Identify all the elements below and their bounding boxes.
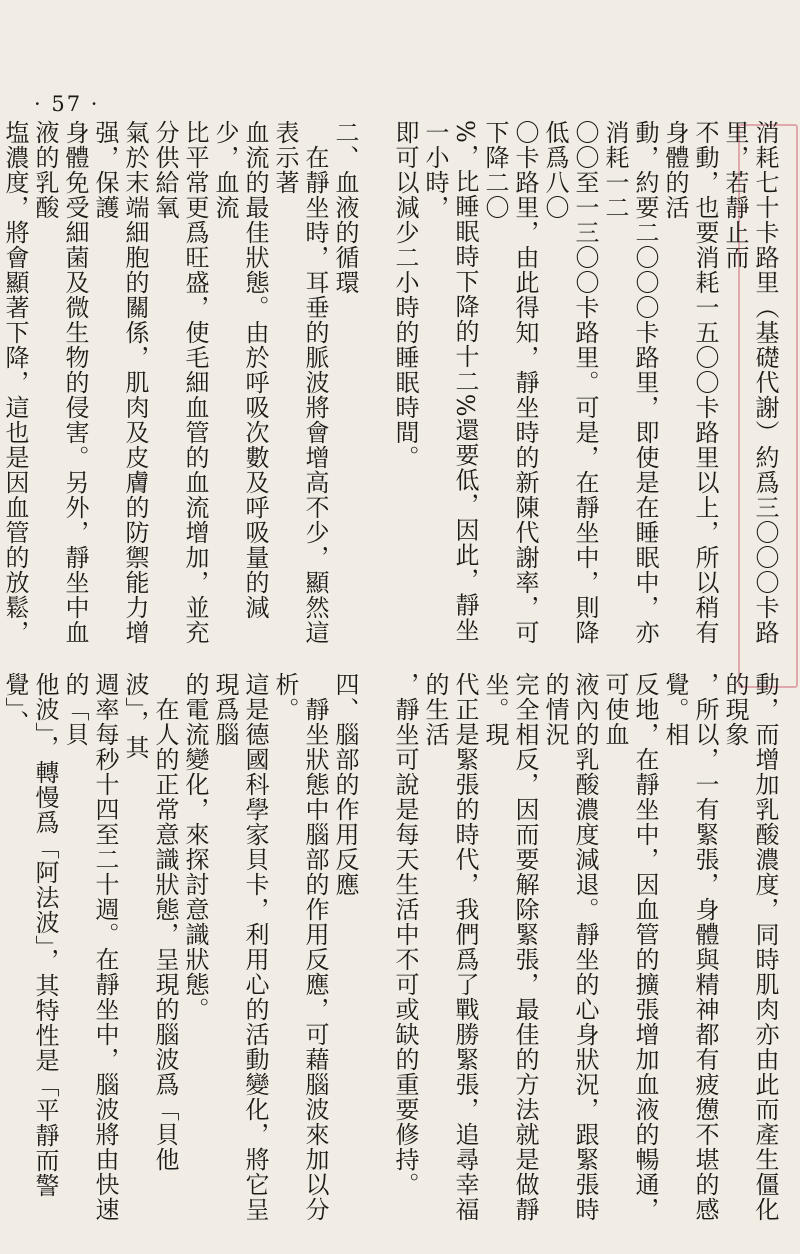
text-column: 在人的正常意識狀態，呈現的腦波爲「貝他波」，其 <box>121 672 179 1172</box>
text-column: 液內的乳酸濃度減退。靜坐的心身狀況，跟緊張時的情況 <box>541 672 599 1222</box>
text-column: 〇〇至一三〇〇卡路里。可是，在靜坐中，則降低爲八〇 <box>541 120 599 645</box>
text-column: 塩濃度，將會顯著下降，這也是因血管的放鬆， <box>1 120 29 645</box>
page-number: · 57 · <box>34 92 100 116</box>
text-column: 靜坐狀態中腦部的作用反應，可藉腦波來加以分析。 <box>271 672 329 1222</box>
text-column: 這是德國科學家貝卡，利用心的活動變化，將它呈現爲腦 <box>211 672 269 1222</box>
text-column: 不動，也要消耗一五〇〇卡路里以上，所以稍有身體的活 <box>661 120 719 645</box>
text-column: %，比睡眠時下降的十二%還要低，因此，靜坐一小時， <box>421 120 479 643</box>
bottom-text-block <box>1 672 780 1232</box>
text-column: 消耗七十卡路里（基礎代謝）約爲三〇〇〇卡路里，若靜止而 <box>721 120 779 645</box>
text-column: 氣於末端細胞的關係，肌肉及皮膚的防禦能力增强，保護 <box>91 120 149 645</box>
text-column: 反地，在靜坐中，因血管的擴張增加血液的暢通，可使血 <box>601 672 659 1222</box>
text-column: 二、血液的循環 <box>331 120 359 295</box>
top-text-block <box>1 120 780 660</box>
text-column: ，靜坐可說是每天生活中不可或缺的重要修持。 <box>391 672 419 1197</box>
text-column: 他波」，轉慢爲「阿法波」，其特性是「平靜而警覺」、 <box>1 672 59 1198</box>
text-column: 四、腦部的作用反應 <box>331 672 359 897</box>
text-column: ，所以，一有緊張，身體與精神都有疲憊不堪的感覺。相 <box>661 672 719 1222</box>
text-column: 週率每秒十四至二十週。在靜坐中，腦波將由快速的「貝 <box>61 672 119 1222</box>
text-column <box>360 120 390 660</box>
text-column: 比平常更爲旺盛，使毛細血管的血流增加，並充分供給氧 <box>151 120 209 645</box>
text-column: 即可以減少二小時的睡眠時間。 <box>391 120 419 470</box>
text-column: 動，而增加乳酸濃度，同時肌肉亦由此而產生僵化的現象 <box>721 672 779 1222</box>
text-column: 〇卡路里，由此得知，靜坐時的新陳代謝率，可下降二〇 <box>481 120 539 645</box>
text-column: 身體免受細菌及微生物的侵害。另外，靜坐中血液的乳酸 <box>31 120 89 645</box>
text-column: 動，約要二〇〇〇卡路里，即使是在睡眠中，亦消耗一二 <box>601 120 659 645</box>
text-column: 完全相反，因而要解除緊張，最佳的方法就是做靜坐。現 <box>481 672 539 1222</box>
text-column: 在靜坐時，耳垂的脈波將會增高不少，顯然這表示著 <box>271 120 329 645</box>
text-column: 血流的最佳狀態。由於呼吸次數及呼吸量的減少，血流 <box>211 120 269 620</box>
text-column: 的電流變化，來探討意識狀態。 <box>181 672 209 1022</box>
text-column <box>360 672 390 1232</box>
text-column: 代正是緊張的時代，我們爲了戰勝緊張，追尋幸福的生活 <box>421 672 479 1222</box>
